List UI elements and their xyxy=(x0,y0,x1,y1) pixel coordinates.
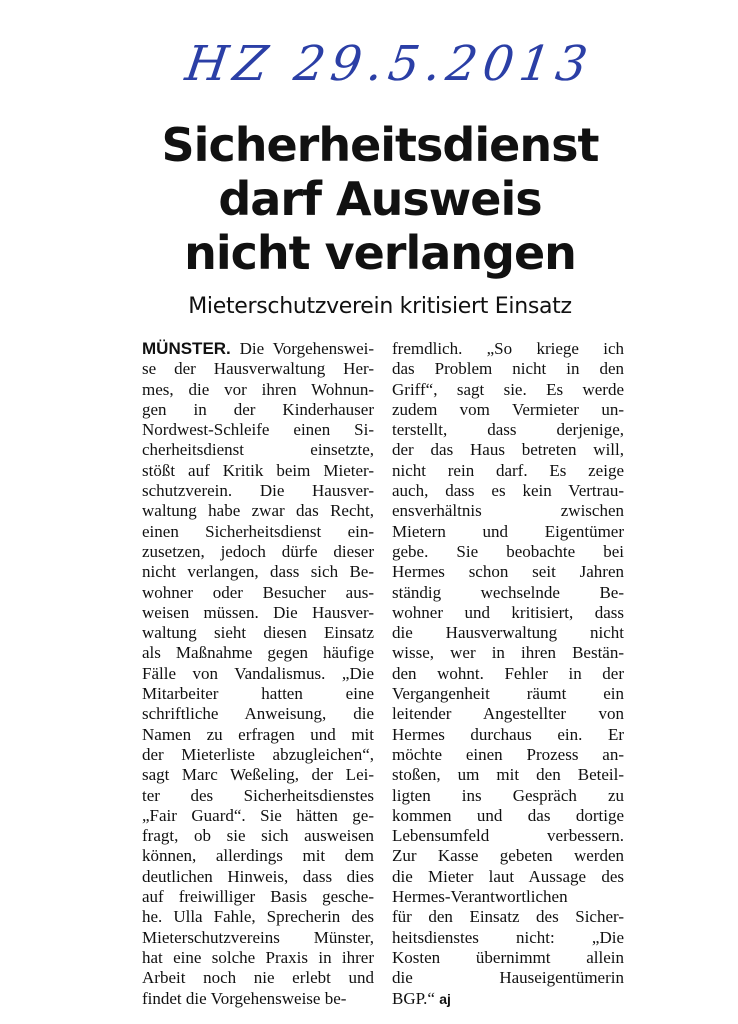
body-text-line xyxy=(392,643,624,663)
body-text-line xyxy=(392,501,624,521)
body-text-line xyxy=(392,765,624,785)
body-text-line xyxy=(392,562,624,582)
body-text: „Fair Guard“. Sie hätten ge- xyxy=(142,805,374,825)
headline-line: darf Ausweis xyxy=(218,172,542,226)
body-text-line xyxy=(392,359,624,379)
body-text-line xyxy=(392,887,624,907)
body-text: wohner und kritisiert, dass xyxy=(392,602,624,622)
body-text-line xyxy=(392,928,624,948)
body-text: Namen zu erfragen und mit xyxy=(142,724,374,744)
body-text: zudem vom Vermieter un- xyxy=(392,399,624,419)
body-text: se der Hausverwaltung Her- xyxy=(142,359,374,379)
body-text: das Problem nicht in den xyxy=(392,359,624,379)
body-text: fragt, ob sie sich ausweisen xyxy=(142,826,374,846)
body-text-line xyxy=(142,907,374,927)
dateline: MÜNSTER. xyxy=(142,339,231,358)
body-text: leitender Angestellter von xyxy=(392,704,624,724)
body-text: hat eine solche Praxis in ihrer xyxy=(142,947,374,967)
body-text: heitsdienstes nicht: „Die xyxy=(392,927,624,947)
body-text: Lebensumfeld verbessern. xyxy=(392,826,624,846)
body-text-line xyxy=(142,420,374,440)
headline-line: nicht verlangen xyxy=(184,226,576,280)
body-text: stoßen, um mit den Beteil- xyxy=(392,765,624,785)
body-text: ligten ins Gespräch zu xyxy=(392,785,624,805)
body-text-line xyxy=(392,339,624,359)
body-text: wisse, wer in ihren Bestän- xyxy=(392,643,624,663)
body-text-line xyxy=(392,623,624,643)
headline-line: Sicherheitsdienst xyxy=(161,118,599,172)
body-text-line xyxy=(392,440,624,460)
body-text: Hermes-Verantwortlichen xyxy=(392,887,568,907)
body-text: Kosten übernimmt allein xyxy=(392,947,624,967)
body-text: ständig wechselnde Be- xyxy=(392,582,624,602)
body-text: cherheitsdienst einsetzte, xyxy=(142,440,374,460)
body-text-line xyxy=(392,745,624,765)
body-text: weisen müssen. Die Hausver- xyxy=(142,602,374,622)
body-text-line xyxy=(142,522,374,542)
body-text-line xyxy=(392,380,624,400)
body-text-line xyxy=(392,420,624,440)
body-text-line xyxy=(392,826,624,846)
body-text: möchte einen Prozess an- xyxy=(392,744,624,764)
body-text: schriftliche Anweisung, die xyxy=(142,704,374,724)
body-text: können, allerdings mit dem xyxy=(142,846,374,866)
body-text: schutzverein. Die Hausver- xyxy=(142,481,374,501)
body-text: für den Einsatz des Sicher- xyxy=(392,907,624,927)
body-text: nicht verlangen, dass sich Be- xyxy=(142,562,374,582)
body-text: mes, die vor ihren Wohnun- xyxy=(142,379,374,399)
body-text: Fälle von Vandalismus. „Die xyxy=(142,663,374,683)
body-text: Mietern und Eigentümer xyxy=(392,521,624,541)
body-text-line xyxy=(392,948,624,968)
body-text-line xyxy=(142,725,374,745)
body-text-line xyxy=(392,968,624,988)
article-column-1 xyxy=(142,339,374,1009)
body-text-line xyxy=(142,481,374,501)
body-text-line xyxy=(142,684,374,704)
body-text-line xyxy=(142,786,374,806)
body-text-line xyxy=(392,806,624,826)
body-text-line xyxy=(142,664,374,684)
body-text-line xyxy=(142,461,374,481)
body-text-line xyxy=(392,603,624,623)
body-text: findet die Vorgehensweise be- xyxy=(142,988,347,1008)
body-text-line xyxy=(142,603,374,623)
body-text-line xyxy=(142,643,374,663)
body-text-line xyxy=(392,989,624,1009)
body-text: ter des Sicherheitsdienstes xyxy=(142,785,374,805)
body-text-line xyxy=(392,846,624,866)
body-text: Vergangenheit räumt ein xyxy=(392,684,624,704)
body-text-line xyxy=(142,765,374,785)
body-text: Nordwest-Schleife einen Si- xyxy=(142,420,374,440)
body-text: he. Ulla Fahle, Sprecherin des xyxy=(142,907,374,927)
body-text-line xyxy=(392,704,624,724)
body-text: Hermes durchaus ein. Er xyxy=(392,724,624,744)
body-text: den wohnt. Fehler in der xyxy=(392,663,624,683)
body-text-line xyxy=(392,522,624,542)
body-text: BGP.“ xyxy=(392,988,440,1008)
body-text-line xyxy=(142,501,374,521)
body-text-line xyxy=(142,704,374,724)
body-text: stößt auf Kritik beim Mieter- xyxy=(142,460,374,480)
headline xyxy=(110,118,650,280)
body-text-line xyxy=(142,542,374,562)
body-text-line xyxy=(392,786,624,806)
body-text-line xyxy=(142,562,374,582)
body-text-line xyxy=(392,542,624,562)
body-text: Mieterschutzvereins Münster, xyxy=(142,927,374,947)
article-column-2 xyxy=(392,339,624,1009)
body-text-line xyxy=(392,907,624,927)
body-text-line xyxy=(392,481,624,501)
body-text: die Hauseigentümerin xyxy=(392,968,624,988)
body-text: fremdlich. „So kriege ich xyxy=(392,339,624,358)
body-text: die Hausverwaltung nicht xyxy=(392,623,624,643)
body-text: waltung sieht diesen Einsatz xyxy=(142,623,374,643)
subtitle: Mieterschutzverein kritisiert Einsatz xyxy=(188,294,572,319)
body-text: die Mieter laut Aussage des xyxy=(392,866,624,886)
body-text-line xyxy=(142,887,374,907)
body-text-line xyxy=(142,867,374,887)
body-text: Hermes schon seit Jahren xyxy=(392,562,624,582)
body-text: als Maßnahme gegen häufige xyxy=(142,643,374,663)
body-text: Mitarbeiter hatten eine xyxy=(142,684,374,704)
body-text: gebe. Sie beobachte bei xyxy=(392,541,624,561)
handwritten-date-note: HZ 29.5.2013 xyxy=(182,36,597,92)
body-text: der das Haus betreten will, xyxy=(392,440,624,460)
body-text: sagt Marc Weßeling, der Lei- xyxy=(142,765,374,785)
body-text-line xyxy=(392,400,624,420)
body-text: kommen und das dortige xyxy=(392,805,624,825)
body-text-line xyxy=(392,867,624,887)
body-text: der Mieterliste abzugleichen“, xyxy=(142,744,374,764)
body-text: auch, dass es kein Vertrau- xyxy=(392,481,624,501)
body-text: gen in der Kinderhauser xyxy=(142,399,374,419)
body-text-line xyxy=(392,583,624,603)
body-text: ensverhältnis zwischen xyxy=(392,501,624,521)
body-text-line xyxy=(392,725,624,745)
body-text-line xyxy=(142,583,374,603)
body-text: einen Sicherheitsdienst ein- xyxy=(142,521,374,541)
body-text: auf freiwilliger Basis gesche- xyxy=(142,887,374,907)
body-text: terstellt, dass derjenige, xyxy=(392,420,624,440)
body-text-line xyxy=(142,400,374,420)
body-text: zusetzen, jedoch dürfe dieser xyxy=(142,541,374,561)
body-text-line xyxy=(142,826,374,846)
body-text-line xyxy=(142,440,374,460)
body-text-line xyxy=(142,623,374,643)
body-text-line xyxy=(142,968,374,988)
body-text-line xyxy=(142,948,374,968)
body-text: Arbeit noch nie erlebt und xyxy=(142,968,374,988)
body-text: Zur Kasse gebeten werden xyxy=(392,846,624,866)
body-text-line xyxy=(142,339,374,359)
body-text-line xyxy=(142,846,374,866)
body-text: wohner oder Besucher aus- xyxy=(142,582,374,602)
body-text: waltung habe zwar das Recht, xyxy=(142,501,374,521)
author-initials: aj xyxy=(439,990,451,1007)
body-text-line xyxy=(142,928,374,948)
body-text-line xyxy=(392,664,624,684)
body-text: Griff“, sagt sie. Es werde xyxy=(392,379,624,399)
body-text-line xyxy=(142,989,374,1009)
body-text-line xyxy=(142,745,374,765)
body-text-line xyxy=(392,461,624,481)
body-text-line xyxy=(142,359,374,379)
body-text-line xyxy=(142,806,374,826)
body-text: nicht rein darf. Es zeige xyxy=(392,460,624,480)
body-text-line xyxy=(392,684,624,704)
body-text: deutlichen Hinweis, dass dies xyxy=(142,866,374,886)
body-text-line xyxy=(142,380,374,400)
body-text: Die Vorgehenswei- xyxy=(230,339,374,358)
